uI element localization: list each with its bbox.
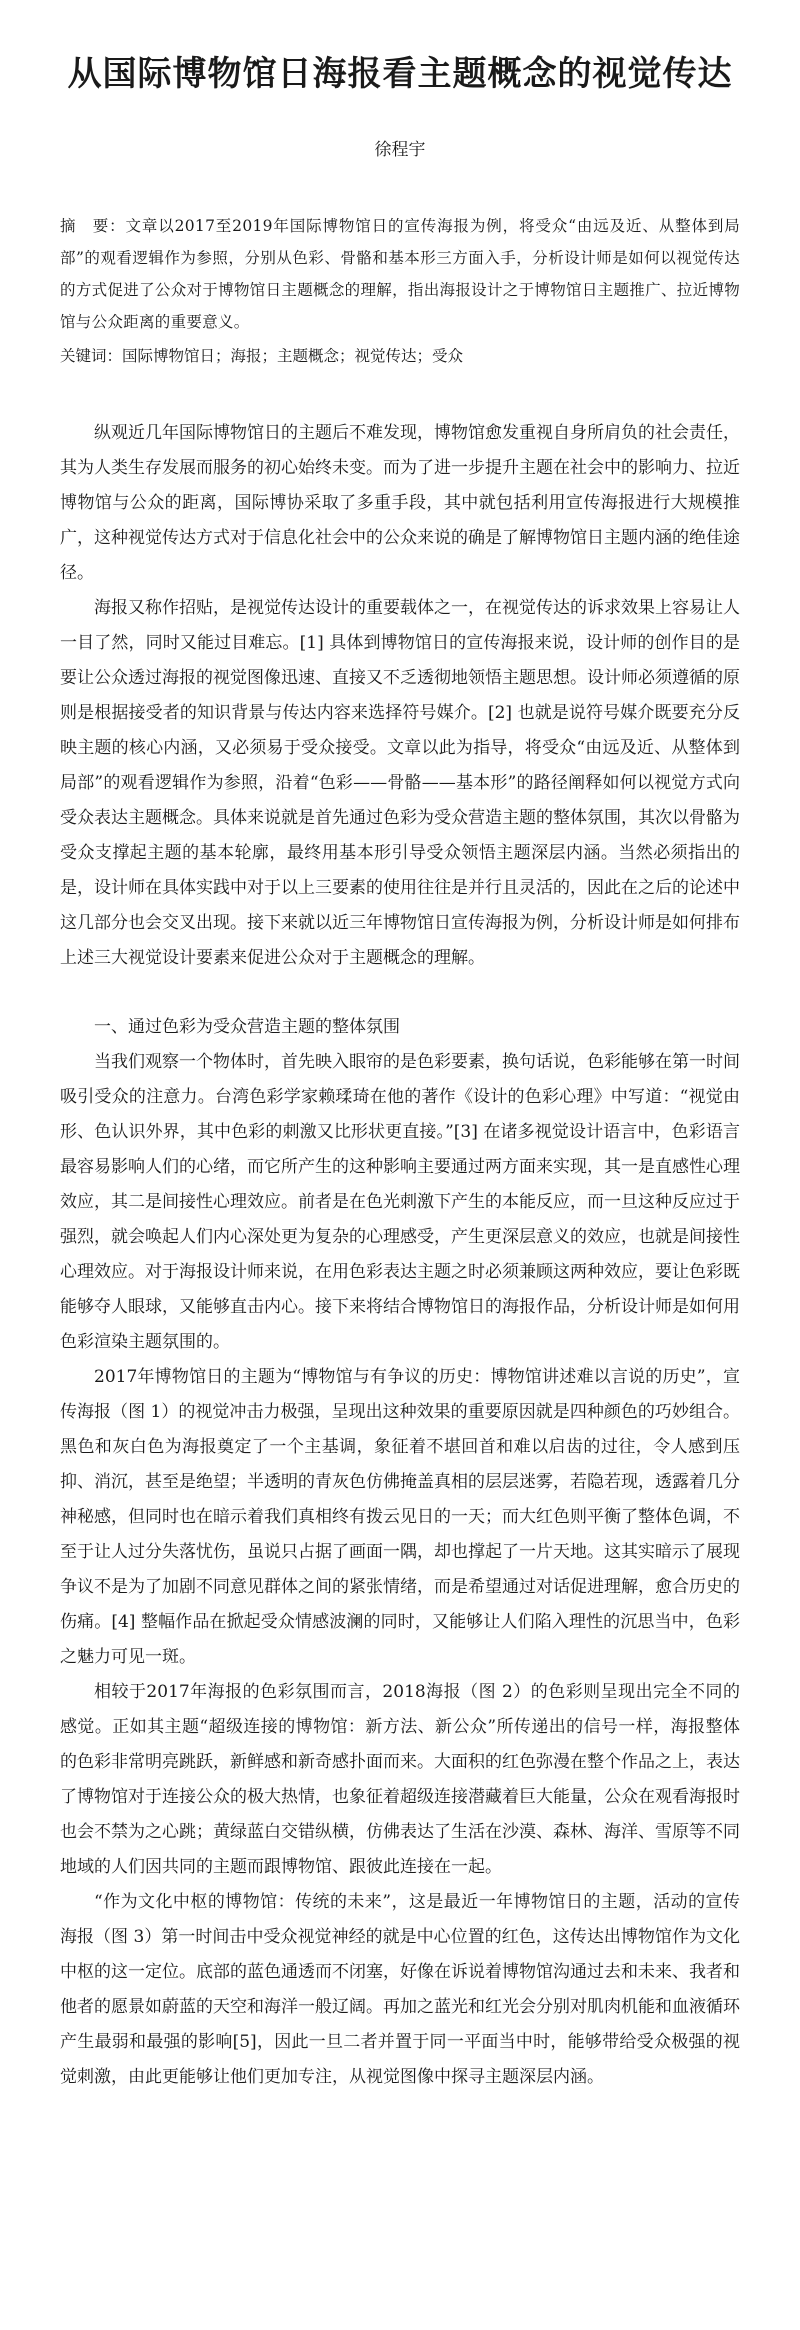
keywords: 关键词：国际博物馆日；海报；主题概念；视觉传达；受众	[60, 347, 464, 365]
section-paragraph: 相较于2017年海报的色彩氛围而言，2018海报（图 2）的色彩则呈现出完全不同的感觉。正如其主题“超级连接的博物馆：新方法、新公众”所传递出的信号一样，海报整体的色彩非常明亮跳跃，新鲜感和新奇感扑面而来。大面积的红色弥漫在整个作品之上，表达了博物馆对于连接公众的极大热情，也象征着超级连接潜藏着巨大能量，公众在观看海报时也会不禁为之心跳；黄绿蓝白交错纵横，仿佛表达了生活在沙漠、森林、海洋、雪原等不同地域的人们因共同的主题而跟博物馆、跟彼此连接在一起。	[60, 1682, 740, 1877]
author-name: 徐程宇	[374, 140, 426, 160]
section-heading: 一、通过色彩为受众营造主题的整体氛围	[94, 1017, 400, 1037]
article-body	[60, 416, 740, 2095]
intro-paragraph: 纵观近几年国际博物馆日的主题后不难发现，博物馆愈发重视自身所肩负的社会责任，其为人类生存发展而服务的初心始终未变。而为了进一步提升主题在社会中的影响力、拉近博物馆与公众的距离，国际博协采取了多重手段，其中就包括利用宣传海报进行大规模推广，这种视觉传达方式对于信息化社会中的公众来说的确是了解博物馆日主题内涵的绝佳途径。	[60, 423, 740, 583]
section-paragraph: 2017年博物馆日的主题为“博物馆与有争议的历史：博物馆讲述难以言说的历史”，宣传海报（图 1）的视觉冲击力极强，呈现出这种效果的重要原因就是四种颜色的巧妙组合。黑色和灰白色为海报奠定了一个主基调，象征着不堪回首和难以启齿的过往，令人感到压抑、消沉，甚至是绝望；半透明的青灰色仿佛掩盖真相的层层迷雾，若隐若现，透露着几分神秘感，但同时也在暗示着我们真相终有拨云见日的一天；而大红色则平衡了整体色调，不至于让人过分失落忧伤，虽说只占据了画面一隅，却也撑起了一片天地。这其实暗示了展现争议不是为了加剧不同意见群体之间的紧张情绪，而是希望通过对话促进理解，愈合历史的伤痛。[4] 整幅作品在掀起受众情感波澜的同时，又能够让人们陷入理性的沉思当中，色彩之魅力可见一斑。	[60, 1367, 740, 1667]
section-paragraph: “作为文化中枢的博物馆：传统的未来”，这是最近一年博物馆日的主题，活动的宣传海报（图 3）第一时间击中受众视觉神经的就是中心位置的红色，这传达出博物馆作为文化中枢的这一定位。底部的蓝色通透而不闭塞，好像在诉说着博物馆沟通过去和未来、我者和他者的愿景如蔚蓝的天空和海洋一般辽阔。再加之蓝光和红光会分别对肌肉机能和血液循环产生最弱和最强的影响[5]，因此一旦二者并置于同一平面当中时，能够带给受众极强的视觉刺激，由此更能够让他们更加专注，从视觉图像中探寻主题深层内涵。	[60, 1892, 740, 2087]
abstract: 摘 要：文章以2017至2019年国际博物馆日的宣传海报为例，将受众“由远及近、从整体到局部”的观看逻辑作为参照，分别从色彩、骨骼和基本形三方面入手，分析设计师是如何以视觉传达的方式促进了公众对于博物馆日主题概念的理解，指出海报设计之于博物馆日主题推广、拉近博物馆与公众距离的重要意义。	[60, 217, 740, 331]
article-title: 从国际博物馆日海报看主题概念的视觉传达	[67, 54, 733, 94]
section-paragraph: 当我们观察一个物体时，首先映入眼帘的是色彩要素，换句话说，色彩能够在第一时间吸引受众的注意力。台湾色彩学家赖瑈琦在他的著作《设计的色彩心理》中写道：“视觉由形、色认识外界，其中色彩的刺激又比形状更直接。”[3] 在诸多视觉设计语言中，色彩语言最容易影响人们的心绪，而它所产生的这种影响主要通过两方面来实现，其一是直感性心理效应，其二是间接性心理效应。前者是在色光刺激下产生的本能反应，而一旦这种反应过于强烈，就会唤起人们内心深处更为复杂的心理感受，产生更深层意义的效应，也就是间接性心理效应。对于海报设计师来说，在用色彩表达主题之时必须兼顾这两种效应，要让色彩既能够夺人眼球，又能够直击内心。接下来将结合博物馆日的海报作品，分析设计师是如何用色彩渲染主题氛围的。	[60, 1052, 740, 1352]
intro-paragraph: 海报又称作招贴，是视觉传达设计的重要载体之一，在视觉传达的诉求效果上容易让人一目了然，同时又能过目难忘。[1] 具体到博物馆日的宣传海报来说，设计师的创作目的是要让公众透过海报的视觉图像迅速、直接又不乏透彻地领悟主题思想。设计师必须遵循的原则是根据接受者的知识背景与传达内容来选择符号媒介。[2] 也就是说符号媒介既要充分反映主题的核心内涵，又必须易于受众接受。文章以此为指导，将受众“由远及近、从整体到局部”的观看逻辑作为参照，沿着“色彩——骨骼——基本形”的路径阐释如何以视觉方式向受众表达主题概念。具体来说就是首先通过色彩为受众营造主题的整体氛围，其次以骨骼为受众支撑起主题的基本轮廓，最终用基本形引导受众领悟主题深层内涵。当然必须指出的是，设计师在具体实践中对于以上三要素的使用往往是并行且灵活的，因此在之后的论述中这几部分也会交叉出现。接下来就以近三年博物馆日宣传海报为例，分析设计师是如何排布上述三大视觉设计要素来促进公众对于主题概念的理解。	[60, 598, 740, 968]
